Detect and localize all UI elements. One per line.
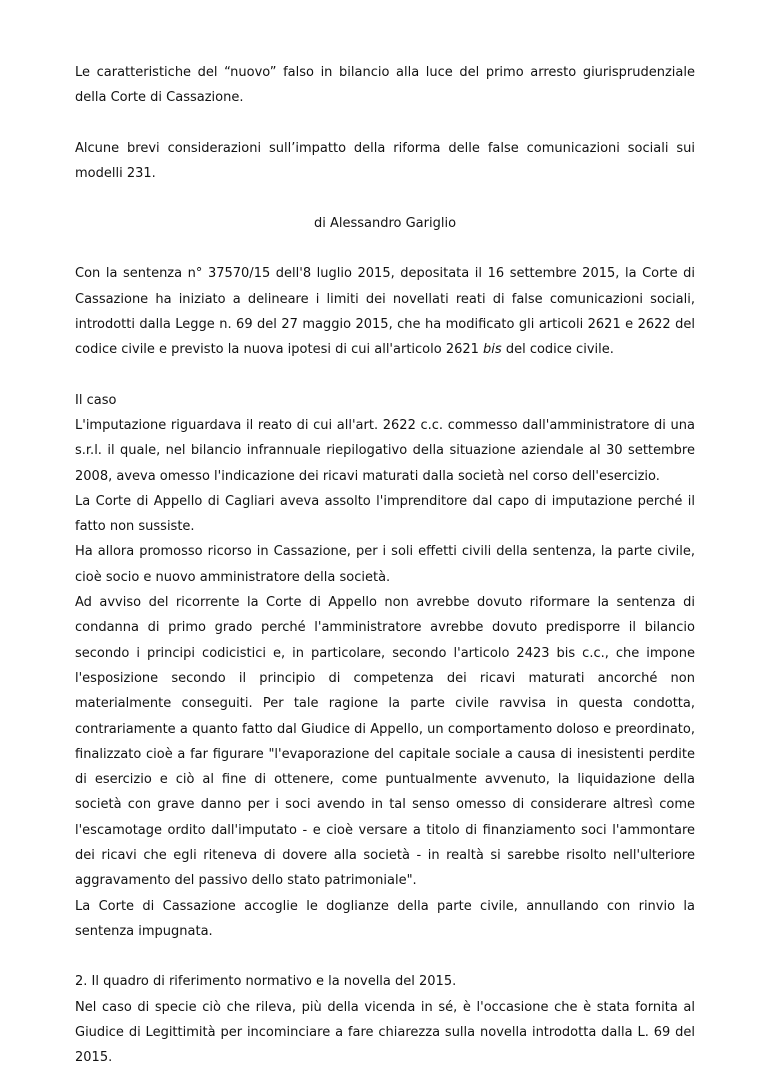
document-page [75,60,695,1070]
section-heading: 2. Il quadro di riferimento normativo e la novella del 2015. [75,969,695,994]
paragraph: La Corte di Cassazione accoglie le doglianze della parte civile, annullando con rinvio la sentenza impugnata. [75,894,695,945]
section-heading: Il caso [75,388,695,413]
document-subtitle: Alcune brevi considerazioni sull’impatto della riforma delle false comunicazioni sociali sui modelli 231. [75,136,695,187]
author-line: di Alessandro Gariglio [75,211,695,236]
spacer [75,363,695,388]
paragraph: L'imputazione riguardava il reato di cui all'art. 2622 c.c. commesso dall'amministratore di una s.r.l. il quale, nel bilancio infrannuale riepilogativo della situazione aziendale al 30 settembre 2008, aveva omesso l'indicazione dei ricavi maturati dalla società nel corso dell'esercizio. [75,413,695,489]
paragraph: Ad avviso del ricorrente la Corte di Appello non avrebbe dovuto riformare la sentenza di condanna di primo grado perché l'amministratore avrebbe dovuto predisporre il bilancio secondo i principi codicistici e, in particolare, secondo l'articolo 2423 bis c.c., che impone l'esposizione secondo il principio di competenza dei ricavi maturati ancorché non materialmente conseguiti. Per tale ragione la parte civile ravvisa in questa condotta, contrariamente a quanto fatto dal Giudice di Appello, un comportamento doloso e preordinato, finalizzato cioè a far figurare "l'evaporazione del capitale sociale a causa di inesistenti perdite di esercizio e ciò al fine di ottenere, come puntualmente avvenuto, la liquidazione della società con grave danno per i soci avendo in tal senso omesso di considerare altresì come l'escamotage ordito dall'imputato - e cioè versare a titolo di finanziamento soci l'ammontare dei ricavi che egli riteneva di dovere alla società - in realtà si sarebbe risolto nell'ulteriore aggravamento del passivo dello stato patrimoniale". [75,590,695,894]
intro-text: Con la sentenza n° 37570/15 dell'8 luglio 2015, depositata il 16 settembre 2015, la Corte di Cassazione ha iniziato a delineare i limiti dei novellati reati di false comunicazioni sociali, introdotti dalla Legge n. 69 del 27 maggio 2015, che ha modificato gli articoli 2621 e 2622 del codice civile e previsto la nuova ipotesi di cui all'articolo 2621 [75,266,695,357]
document-title: Le caratteristiche del “nuovo” falso in bilancio alla luce del primo arresto giurisprudenziale della Corte di Cassazione. [75,60,695,111]
paragraph: Ha allora promosso ricorso in Cassazione, per i soli effetti civili della sentenza, la parte civile, cioè socio e nuovo amministratore della società. [75,539,695,590]
intro-text-end: del codice civile. [502,342,614,357]
paragraph: La Corte di Appello di Cagliari aveva assolto l'imprenditore dal capo di imputazione perché il fatto non sussiste. [75,489,695,540]
intro-italic: bis [483,342,502,357]
spacer [75,944,695,969]
spacer [75,236,695,261]
spacer [75,186,695,211]
spacer [75,111,695,136]
paragraph: Nel caso di specie ciò che rileva, più della vicenda in sé, è l'occasione che è stata fornita al Giudice di Legittimità per incominciare a fare chiarezza sulla novella introdotta dalla L. 69 del 2015. [75,995,695,1070]
intro-paragraph [75,261,695,362]
